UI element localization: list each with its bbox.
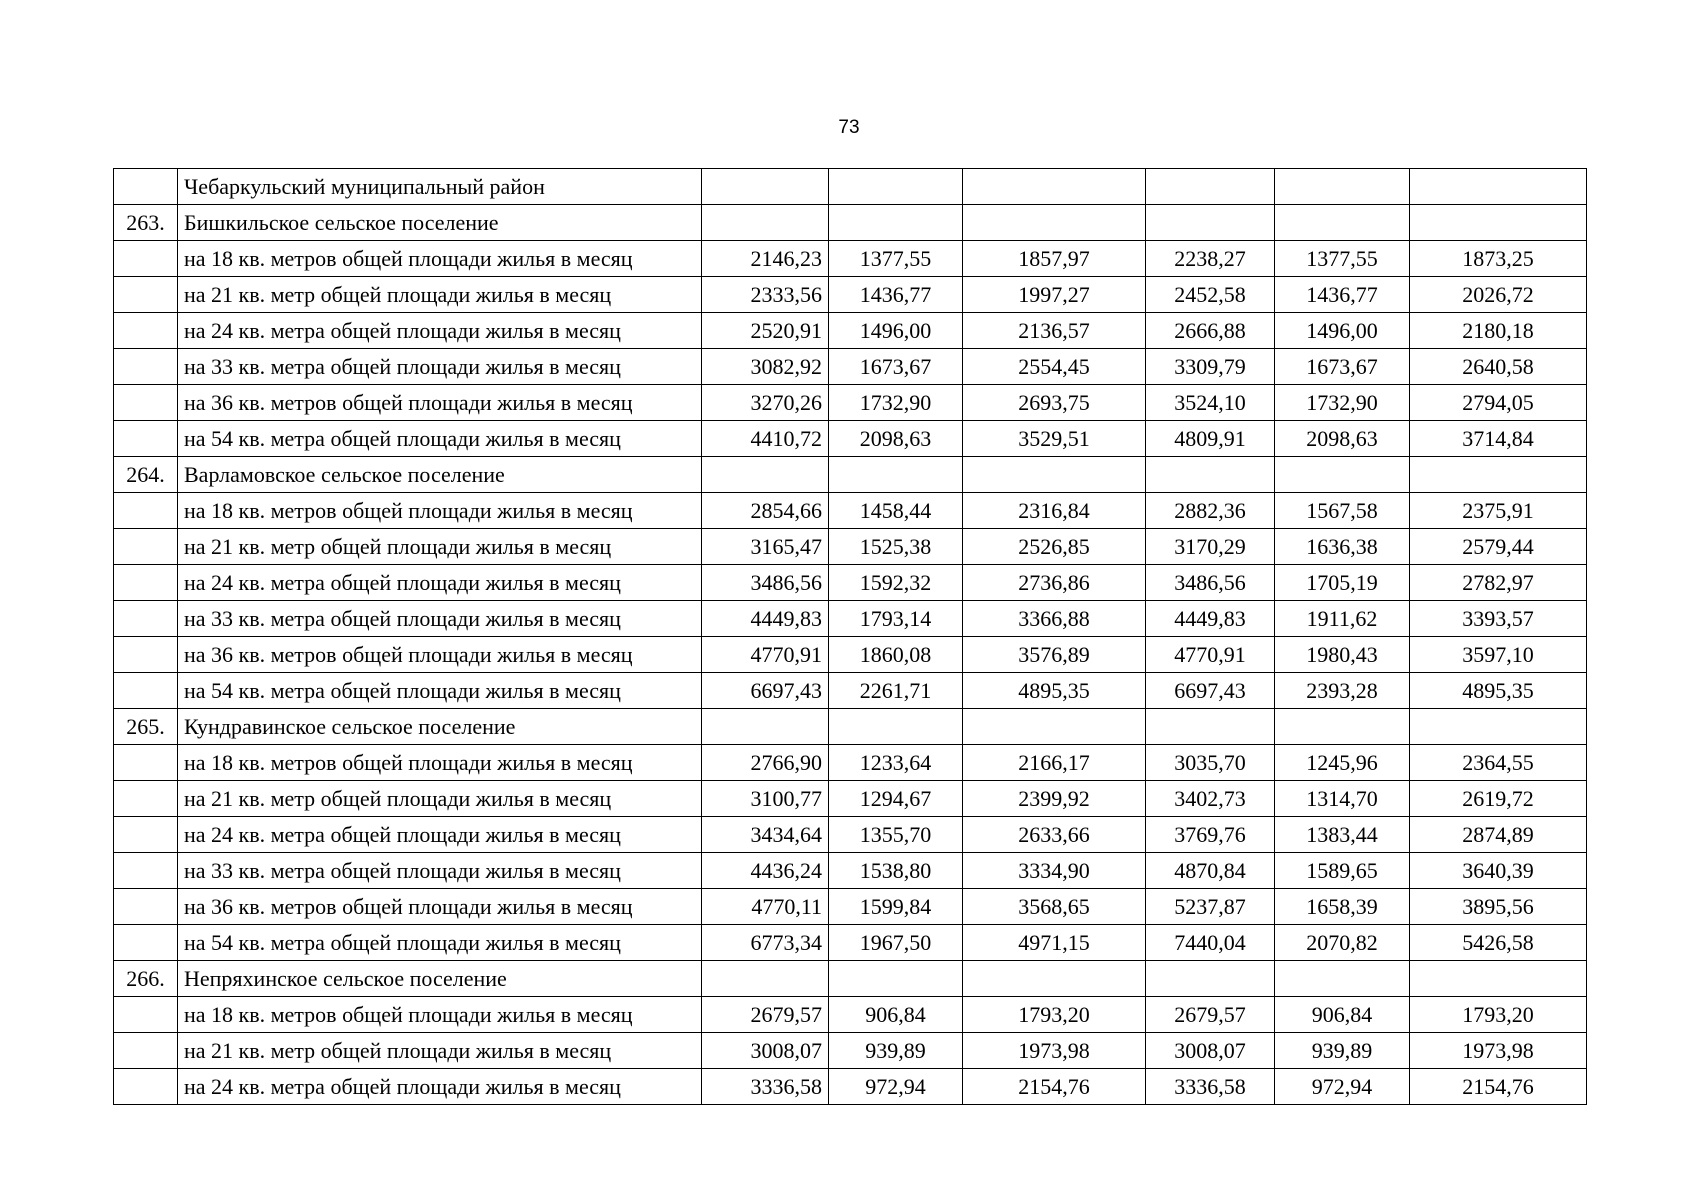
value-cell-6: 2180,18 — [1410, 313, 1587, 349]
row-name-cell: на 21 кв. метр общей площади жилья в месяц — [178, 529, 702, 565]
value-cell-1: 4770,11 — [702, 889, 829, 925]
page-number: 73 — [838, 117, 860, 138]
value-cell-6: 2154,76 — [1410, 1069, 1587, 1105]
row-number-cell — [114, 601, 178, 637]
value-cell-6: 1973,98 — [1410, 1033, 1587, 1069]
value-cell-1: 2520,91 — [702, 313, 829, 349]
row-number-cell: 266. — [114, 961, 178, 997]
table-row — [114, 421, 1587, 457]
row-number-cell — [114, 817, 178, 853]
row-number-cell — [114, 745, 178, 781]
value-cell-6: 1873,25 — [1410, 241, 1587, 277]
value-cell-4 — [1146, 709, 1275, 745]
table-row — [114, 673, 1587, 709]
value-cell-4: 3524,10 — [1146, 385, 1275, 421]
value-cell-1: 2333,56 — [702, 277, 829, 313]
value-cell-3: 2316,84 — [963, 493, 1146, 529]
value-cell-1 — [702, 457, 829, 493]
value-cell-3: 2554,45 — [963, 349, 1146, 385]
value-cell-5: 1436,77 — [1275, 277, 1410, 313]
row-name-cell: Варламовское сельское поселение — [178, 457, 702, 493]
row-number-cell — [114, 529, 178, 565]
value-cell-3: 4895,35 — [963, 673, 1146, 709]
value-cell-5: 2070,82 — [1275, 925, 1410, 961]
table-row — [114, 313, 1587, 349]
value-cell-4 — [1146, 961, 1275, 997]
value-cell-1: 3434,64 — [702, 817, 829, 853]
value-cell-4: 4770,91 — [1146, 637, 1275, 673]
value-cell-1 — [702, 961, 829, 997]
row-name-cell: на 18 кв. метров общей площади жилья в месяц — [178, 493, 702, 529]
value-cell-5: 1673,67 — [1275, 349, 1410, 385]
value-cell-4: 2666,88 — [1146, 313, 1275, 349]
row-number-cell — [114, 889, 178, 925]
value-cell-1 — [702, 709, 829, 745]
value-cell-5: 1705,19 — [1275, 565, 1410, 601]
table-row — [114, 205, 1587, 241]
value-cell-1: 4449,83 — [702, 601, 829, 637]
value-cell-2 — [829, 961, 963, 997]
value-cell-6 — [1410, 169, 1587, 205]
table-row — [114, 601, 1587, 637]
row-name-cell: на 21 кв. метр общей площади жилья в месяц — [178, 781, 702, 817]
table-row — [114, 529, 1587, 565]
value-cell-3: 2693,75 — [963, 385, 1146, 421]
value-cell-2 — [829, 205, 963, 241]
table-row — [114, 169, 1587, 205]
table-row — [114, 385, 1587, 421]
value-cell-2: 939,89 — [829, 1033, 963, 1069]
value-cell-3 — [963, 169, 1146, 205]
value-cell-2: 1967,50 — [829, 925, 963, 961]
row-number-cell — [114, 493, 178, 529]
row-name-cell: на 33 кв. метра общей площади жилья в месяц — [178, 601, 702, 637]
value-cell-5: 939,89 — [1275, 1033, 1410, 1069]
value-cell-6: 3393,57 — [1410, 601, 1587, 637]
value-cell-2: 1377,55 — [829, 241, 963, 277]
table-row — [114, 709, 1587, 745]
table-row — [114, 241, 1587, 277]
value-cell-2: 1592,32 — [829, 565, 963, 601]
value-cell-6: 2364,55 — [1410, 745, 1587, 781]
table-row — [114, 565, 1587, 601]
value-cell-2: 1673,67 — [829, 349, 963, 385]
table-row — [114, 961, 1587, 997]
value-cell-4: 3035,70 — [1146, 745, 1275, 781]
value-cell-3 — [963, 457, 1146, 493]
value-cell-4: 3486,56 — [1146, 565, 1275, 601]
row-name-cell: на 54 кв. метра общей площади жилья в месяц — [178, 673, 702, 709]
value-cell-6: 3640,39 — [1410, 853, 1587, 889]
row-number-cell — [114, 1069, 178, 1105]
value-cell-6: 2794,05 — [1410, 385, 1587, 421]
value-cell-6: 2874,89 — [1410, 817, 1587, 853]
value-cell-5: 1314,70 — [1275, 781, 1410, 817]
value-cell-3 — [963, 961, 1146, 997]
row-number-cell — [114, 349, 178, 385]
value-cell-6: 2375,91 — [1410, 493, 1587, 529]
value-cell-3: 3366,88 — [963, 601, 1146, 637]
table-row — [114, 1033, 1587, 1069]
value-cell-2: 1294,67 — [829, 781, 963, 817]
value-cell-3: 1793,20 — [963, 997, 1146, 1033]
row-number-cell — [114, 997, 178, 1033]
value-cell-2: 1458,44 — [829, 493, 963, 529]
row-name-cell: на 18 кв. метров общей площади жилья в месяц — [178, 745, 702, 781]
value-cell-3: 2166,17 — [963, 745, 1146, 781]
value-cell-5: 2098,63 — [1275, 421, 1410, 457]
value-cell-5: 1636,38 — [1275, 529, 1410, 565]
table-row — [114, 889, 1587, 925]
row-number-cell — [114, 853, 178, 889]
value-cell-4: 2238,27 — [1146, 241, 1275, 277]
value-cell-6: 2579,44 — [1410, 529, 1587, 565]
value-cell-4: 4809,91 — [1146, 421, 1275, 457]
row-name-cell: на 24 кв. метра общей площади жилья в месяц — [178, 817, 702, 853]
value-cell-5: 1377,55 — [1275, 241, 1410, 277]
row-number-cell — [114, 925, 178, 961]
value-cell-3: 2633,66 — [963, 817, 1146, 853]
value-cell-3: 4971,15 — [963, 925, 1146, 961]
value-cell-4: 3008,07 — [1146, 1033, 1275, 1069]
value-cell-5: 1589,65 — [1275, 853, 1410, 889]
row-number-cell — [114, 241, 178, 277]
value-cell-1: 2854,66 — [702, 493, 829, 529]
value-cell-3: 1997,27 — [963, 277, 1146, 313]
value-cell-4: 7440,04 — [1146, 925, 1275, 961]
row-name-cell: на 33 кв. метра общей площади жилья в месяц — [178, 349, 702, 385]
value-cell-4: 3769,76 — [1146, 817, 1275, 853]
value-cell-1: 2766,90 — [702, 745, 829, 781]
value-cell-2: 1355,70 — [829, 817, 963, 853]
row-name-cell: на 36 кв. метров общей площади жилья в месяц — [178, 637, 702, 673]
value-cell-1: 3008,07 — [702, 1033, 829, 1069]
table-row — [114, 853, 1587, 889]
value-cell-2: 1860,08 — [829, 637, 963, 673]
row-name-cell: на 21 кв. метр общей площади жилья в месяц — [178, 277, 702, 313]
value-cell-5 — [1275, 961, 1410, 997]
value-cell-5: 1383,44 — [1275, 817, 1410, 853]
value-cell-2: 906,84 — [829, 997, 963, 1033]
value-cell-6 — [1410, 709, 1587, 745]
value-cell-2 — [829, 169, 963, 205]
value-cell-4: 2679,57 — [1146, 997, 1275, 1033]
value-cell-3: 2526,85 — [963, 529, 1146, 565]
value-cell-4: 3402,73 — [1146, 781, 1275, 817]
value-cell-4: 5237,87 — [1146, 889, 1275, 925]
value-cell-6: 5426,58 — [1410, 925, 1587, 961]
row-name-cell: на 33 кв. метра общей площади жилья в месяц — [178, 853, 702, 889]
table-row — [114, 925, 1587, 961]
value-cell-4: 6697,43 — [1146, 673, 1275, 709]
table-row — [114, 997, 1587, 1033]
value-cell-5: 972,94 — [1275, 1069, 1410, 1105]
value-cell-2: 2098,63 — [829, 421, 963, 457]
value-cell-3: 3568,65 — [963, 889, 1146, 925]
value-cell-2: 1436,77 — [829, 277, 963, 313]
row-number-cell — [114, 169, 178, 205]
value-cell-5: 906,84 — [1275, 997, 1410, 1033]
value-cell-5 — [1275, 205, 1410, 241]
value-cell-1: 4436,24 — [702, 853, 829, 889]
value-cell-5: 2393,28 — [1275, 673, 1410, 709]
value-cell-1: 3336,58 — [702, 1069, 829, 1105]
value-cell-1: 3486,56 — [702, 565, 829, 601]
value-cell-5: 1732,90 — [1275, 385, 1410, 421]
row-name-cell: на 36 кв. метров общей площади жилья в месяц — [178, 385, 702, 421]
row-number-cell — [114, 277, 178, 313]
value-cell-3: 1857,97 — [963, 241, 1146, 277]
value-cell-1: 2146,23 — [702, 241, 829, 277]
value-cell-6: 3714,84 — [1410, 421, 1587, 457]
row-name-cell: на 18 кв. метров общей площади жилья в месяц — [178, 997, 702, 1033]
value-cell-4: 2452,58 — [1146, 277, 1275, 313]
row-name-cell: на 24 кв. метра общей площади жилья в месяц — [178, 313, 702, 349]
value-cell-3: 3576,89 — [963, 637, 1146, 673]
value-cell-1 — [702, 205, 829, 241]
row-number-cell — [114, 637, 178, 673]
row-number-cell — [114, 421, 178, 457]
value-cell-5: 1496,00 — [1275, 313, 1410, 349]
value-cell-2: 1525,38 — [829, 529, 963, 565]
value-cell-6: 2782,97 — [1410, 565, 1587, 601]
value-cell-5 — [1275, 709, 1410, 745]
value-cell-3: 2154,76 — [963, 1069, 1146, 1105]
value-cell-2: 1233,64 — [829, 745, 963, 781]
row-name-cell: на 21 кв. метр общей площади жилья в месяц — [178, 1033, 702, 1069]
row-number-cell — [114, 385, 178, 421]
value-cell-4: 3309,79 — [1146, 349, 1275, 385]
value-cell-1: 4410,72 — [702, 421, 829, 457]
value-cell-1: 3165,47 — [702, 529, 829, 565]
table-body — [114, 169, 1587, 1105]
value-cell-2 — [829, 709, 963, 745]
value-cell-1: 4770,91 — [702, 637, 829, 673]
value-cell-4: 3170,29 — [1146, 529, 1275, 565]
value-cell-4: 2882,36 — [1146, 493, 1275, 529]
value-cell-1: 3082,92 — [702, 349, 829, 385]
row-name-cell: Непряхинское сельское поселение — [178, 961, 702, 997]
value-cell-1: 3270,26 — [702, 385, 829, 421]
row-name-cell: Бишкильское сельское поселение — [178, 205, 702, 241]
value-cell-3: 2399,92 — [963, 781, 1146, 817]
row-name-cell: Чебаркульский муниципальный район — [178, 169, 702, 205]
row-name-cell: Кундравинское сельское поселение — [178, 709, 702, 745]
row-name-cell: на 54 кв. метра общей площади жилья в месяц — [178, 421, 702, 457]
value-cell-3: 3334,90 — [963, 853, 1146, 889]
table-row — [114, 277, 1587, 313]
table-row — [114, 781, 1587, 817]
row-number-cell — [114, 313, 178, 349]
value-cell-1 — [702, 169, 829, 205]
table-row — [114, 457, 1587, 493]
value-cell-5 — [1275, 169, 1410, 205]
value-cell-5: 1567,58 — [1275, 493, 1410, 529]
value-cell-5: 1245,96 — [1275, 745, 1410, 781]
value-cell-6 — [1410, 457, 1587, 493]
value-cell-4 — [1146, 205, 1275, 241]
value-cell-3 — [963, 709, 1146, 745]
row-name-cell: на 24 кв. метра общей площади жилья в месяц — [178, 565, 702, 601]
value-cell-3: 2136,57 — [963, 313, 1146, 349]
value-cell-6: 2640,58 — [1410, 349, 1587, 385]
value-cell-3 — [963, 205, 1146, 241]
value-cell-1: 6697,43 — [702, 673, 829, 709]
row-number-cell — [114, 781, 178, 817]
value-cell-4 — [1146, 457, 1275, 493]
value-cell-5: 1911,62 — [1275, 601, 1410, 637]
table-row — [114, 817, 1587, 853]
value-cell-6: 1793,20 — [1410, 997, 1587, 1033]
row-number-cell: 265. — [114, 709, 178, 745]
value-cell-2: 1793,14 — [829, 601, 963, 637]
table-row — [114, 745, 1587, 781]
value-cell-2: 1496,00 — [829, 313, 963, 349]
value-cell-3: 2736,86 — [963, 565, 1146, 601]
value-cell-4: 4870,84 — [1146, 853, 1275, 889]
value-cell-4 — [1146, 169, 1275, 205]
value-cell-4: 4449,83 — [1146, 601, 1275, 637]
value-cell-2: 1599,84 — [829, 889, 963, 925]
value-cell-6: 2619,72 — [1410, 781, 1587, 817]
table-row — [114, 637, 1587, 673]
value-cell-1: 2679,57 — [702, 997, 829, 1033]
value-cell-6: 4895,35 — [1410, 673, 1587, 709]
row-number-cell — [114, 565, 178, 601]
value-cell-6: 2026,72 — [1410, 277, 1587, 313]
tariff-table — [113, 168, 1587, 1105]
table-row — [114, 1069, 1587, 1105]
value-cell-6: 3895,56 — [1410, 889, 1587, 925]
row-name-cell: на 24 кв. метра общей площади жилья в месяц — [178, 1069, 702, 1105]
row-name-cell: на 18 кв. метров общей площади жилья в месяц — [178, 241, 702, 277]
value-cell-5: 1980,43 — [1275, 637, 1410, 673]
row-name-cell: на 36 кв. метров общей площади жилья в месяц — [178, 889, 702, 925]
value-cell-6 — [1410, 961, 1587, 997]
value-cell-4: 3336,58 — [1146, 1069, 1275, 1105]
table-row — [114, 349, 1587, 385]
row-number-cell — [114, 1033, 178, 1069]
value-cell-5: 1658,39 — [1275, 889, 1410, 925]
value-cell-2: 1538,80 — [829, 853, 963, 889]
value-cell-5 — [1275, 457, 1410, 493]
value-cell-2 — [829, 457, 963, 493]
row-number-cell: 263. — [114, 205, 178, 241]
table-row — [114, 493, 1587, 529]
value-cell-3: 1973,98 — [963, 1033, 1146, 1069]
value-cell-6 — [1410, 205, 1587, 241]
value-cell-6: 3597,10 — [1410, 637, 1587, 673]
value-cell-3: 3529,51 — [963, 421, 1146, 457]
value-cell-2: 972,94 — [829, 1069, 963, 1105]
row-number-cell — [114, 673, 178, 709]
value-cell-2: 1732,90 — [829, 385, 963, 421]
row-number-cell: 264. — [114, 457, 178, 493]
value-cell-1: 3100,77 — [702, 781, 829, 817]
value-cell-2: 2261,71 — [829, 673, 963, 709]
row-name-cell: на 54 кв. метра общей площади жилья в месяц — [178, 925, 702, 961]
value-cell-1: 6773,34 — [702, 925, 829, 961]
